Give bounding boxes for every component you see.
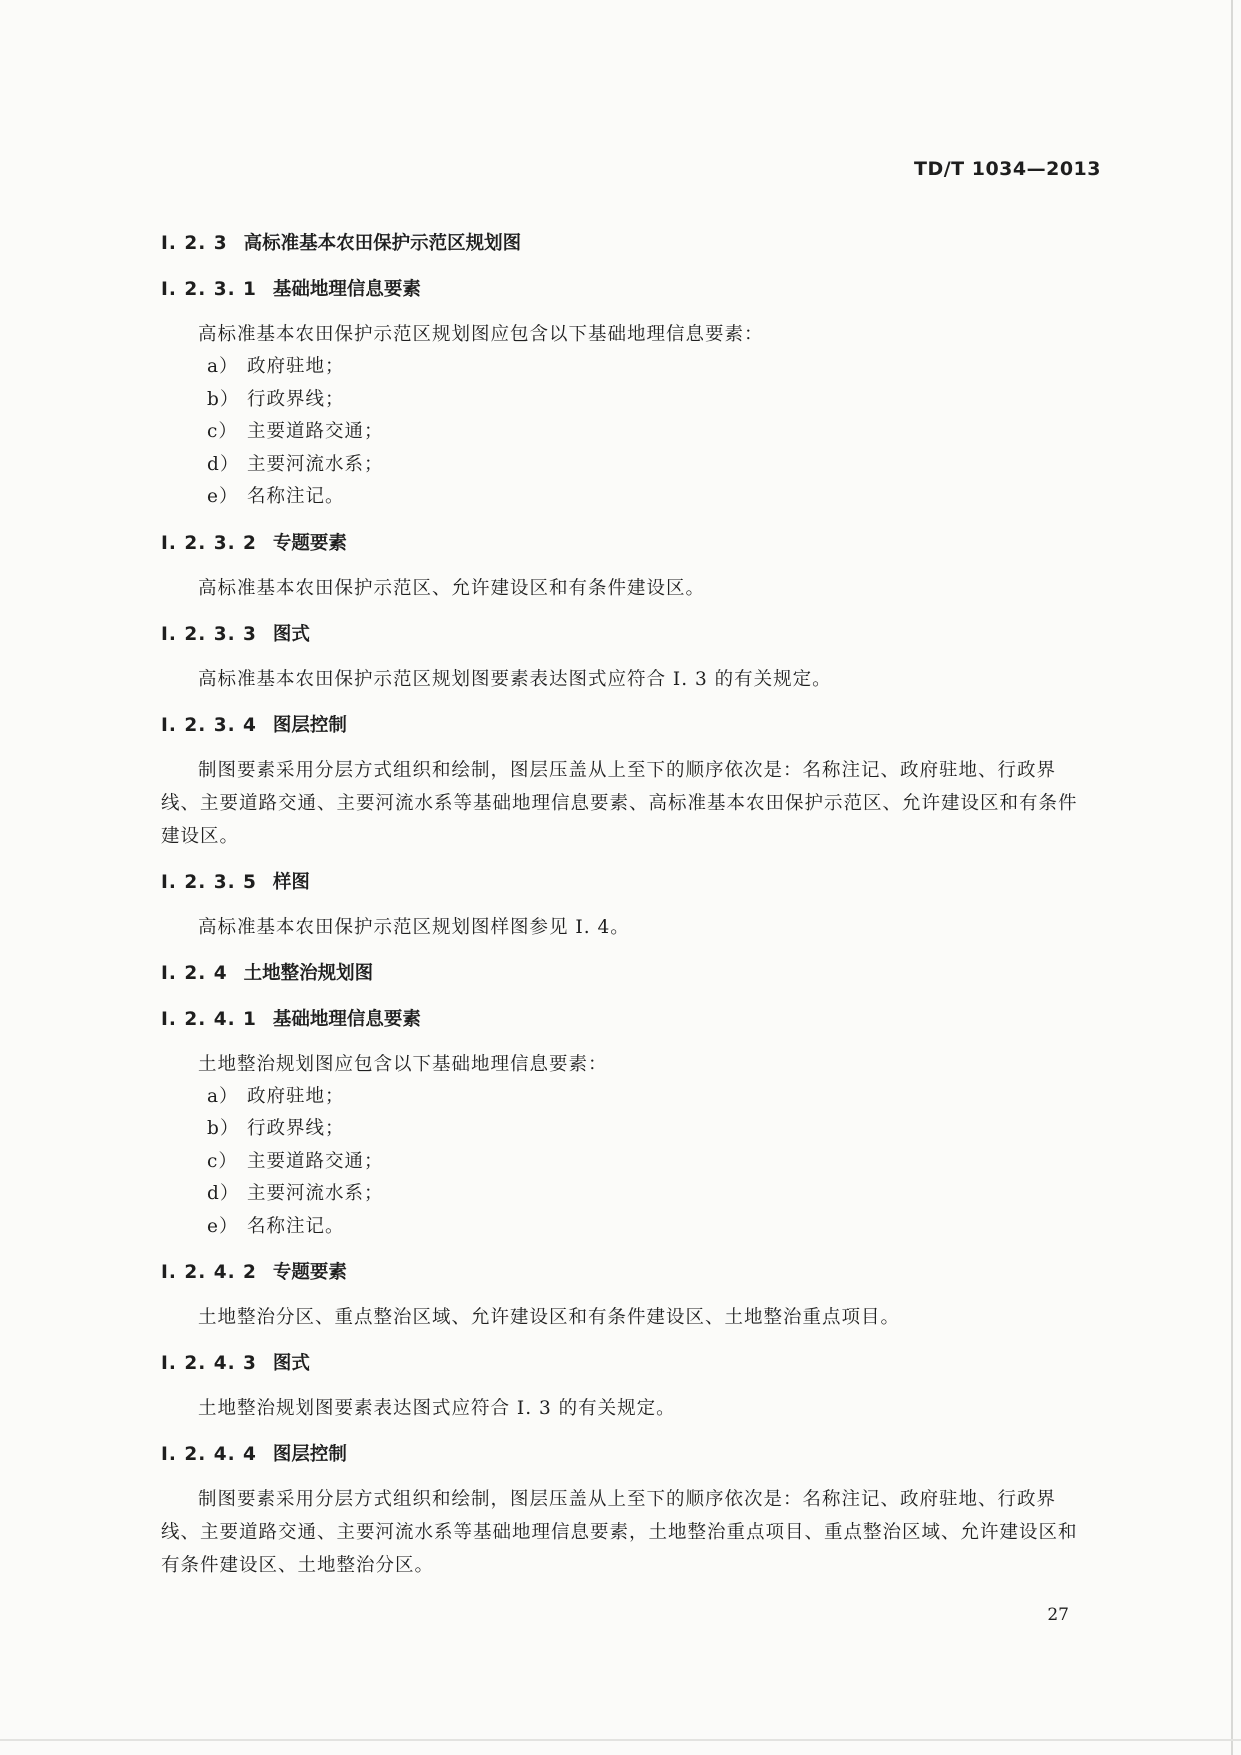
page-number: 27: [1047, 1605, 1069, 1625]
list-item: [161, 351, 1091, 384]
section-heading: [161, 274, 1091, 306]
list-text: 政府驻地；: [247, 1085, 345, 1107]
section-heading: [161, 958, 1091, 990]
list-text: 名称注记。: [247, 1215, 345, 1237]
list-item: [161, 481, 1091, 514]
section-title: 基础地理信息要素: [272, 279, 421, 300]
section-number: I. 2. 4. 4: [161, 1444, 257, 1465]
section-title: 专题要素: [272, 532, 347, 554]
section-number: I. 2. 3. 1: [161, 279, 257, 300]
list-text: 行政界线；: [247, 1118, 345, 1139]
list-text: 行政界线；: [247, 388, 345, 410]
section-title: 高标准基本农田保护示范区规划图: [243, 233, 522, 254]
list-marker: c）: [207, 1150, 238, 1172]
section-heading: [161, 1257, 1091, 1289]
section-heading: [161, 228, 1091, 260]
list-item: [161, 1113, 1091, 1146]
section-title: 图层控制: [272, 714, 347, 736]
list-marker: b）: [207, 388, 240, 410]
section-heading: [161, 619, 1091, 651]
paragraph: 土地整治规划图要素表达图式应符合 I. 3 的有关规定。: [198, 1398, 676, 1419]
section-title: 专题要素: [272, 1262, 347, 1283]
list-marker: a）: [207, 356, 239, 377]
standard-code: TD/T 1034—2013: [913, 158, 1101, 180]
list-item: [161, 449, 1091, 482]
list-text: 主要道路交通；: [247, 421, 384, 442]
section-number: I. 2. 4. 3: [161, 1353, 257, 1374]
section-title: 图层控制: [272, 1444, 347, 1465]
list-marker: a）: [207, 1085, 239, 1107]
section-title: 图式: [272, 623, 310, 645]
section-number: I. 2. 4: [161, 962, 228, 984]
section-title: 土地整治规划图: [243, 962, 374, 984]
list-text: 政府驻地；: [247, 356, 345, 377]
main-content: [161, 228, 1091, 1582]
section-title: 样图: [272, 871, 310, 893]
list-item: [161, 1178, 1091, 1211]
scan-edge-bottom: [0, 1739, 1241, 1741]
section-number: I. 2. 3. 5: [161, 871, 257, 893]
list-marker: b）: [207, 1118, 240, 1139]
list-item: [161, 416, 1091, 449]
section-title: 图式: [272, 1353, 310, 1374]
section-heading: [161, 528, 1091, 560]
section-heading: [161, 710, 1091, 742]
list-item: [161, 1081, 1091, 1114]
list-item: [161, 1146, 1091, 1179]
list-item: [161, 384, 1091, 417]
paragraph: 土地整治分区、重点整治区域、允许建设区和有条件建设区、土地整治重点项目。: [198, 1307, 901, 1328]
section-number: I. 2. 3. 2: [161, 532, 257, 554]
list-text: 主要河流水系；: [247, 453, 384, 475]
list-marker: e）: [207, 1215, 239, 1237]
list-marker: c）: [207, 421, 238, 442]
section-number: I. 2. 3. 3: [161, 623, 257, 645]
list-marker: e）: [207, 486, 239, 507]
paragraph: 高标准基本农田保护示范区规划图要素表达图式应符合 I. 3 的有关规定。: [198, 668, 832, 690]
list-text: 主要河流水系；: [247, 1183, 384, 1204]
paragraph: 土地整治规划图应包含以下基础地理信息要素：: [198, 1053, 608, 1075]
list-text: 名称注记。: [247, 486, 345, 507]
list-marker: d）: [207, 1183, 240, 1204]
section-number: I. 2. 4. 2: [161, 1262, 257, 1283]
paragraph: 高标准基本农田保护示范区规划图应包含以下基础地理信息要素：: [198, 324, 764, 345]
paragraph: 高标准基本农田保护示范区规划图样图参见 I. 4。: [198, 916, 630, 938]
list-text: 主要道路交通；: [247, 1150, 384, 1172]
paragraph: 高标准基本农田保护示范区、允许建设区和有条件建设区。: [198, 577, 706, 599]
section-number: I. 2. 3. 4: [161, 714, 257, 736]
section-heading: [161, 1004, 1091, 1036]
section-number: I. 2. 4. 1: [161, 1008, 257, 1030]
section-number: I. 2. 3: [161, 233, 228, 254]
section-heading: [161, 1439, 1091, 1471]
paragraph: 制图要素采用分层方式组织和绘制，图层压盖从上至下的顺序依次是：名称注记、政府驻地、行政界线、主要道路交通、主要河流水系等基础地理信息要素，土地整治重点项目、重点整治区域、允许建设区和有条件建设区、土地整治分区。: [161, 1489, 1078, 1576]
section-heading: [161, 1348, 1091, 1380]
section-title: 基础地理信息要素: [272, 1008, 421, 1030]
paragraph: 制图要素采用分层方式组织和绘制，图层压盖从上至下的顺序依次是：名称注记、政府驻地、行政界线、主要道路交通、主要河流水系等基础地理信息要素、高标准基本农田保护示范区、允许建设区和有条件建设区。: [161, 759, 1078, 847]
list-item: [161, 1211, 1091, 1244]
scan-edge: [1231, 0, 1233, 1755]
section-heading: [161, 867, 1091, 899]
list-marker: d）: [207, 453, 240, 475]
